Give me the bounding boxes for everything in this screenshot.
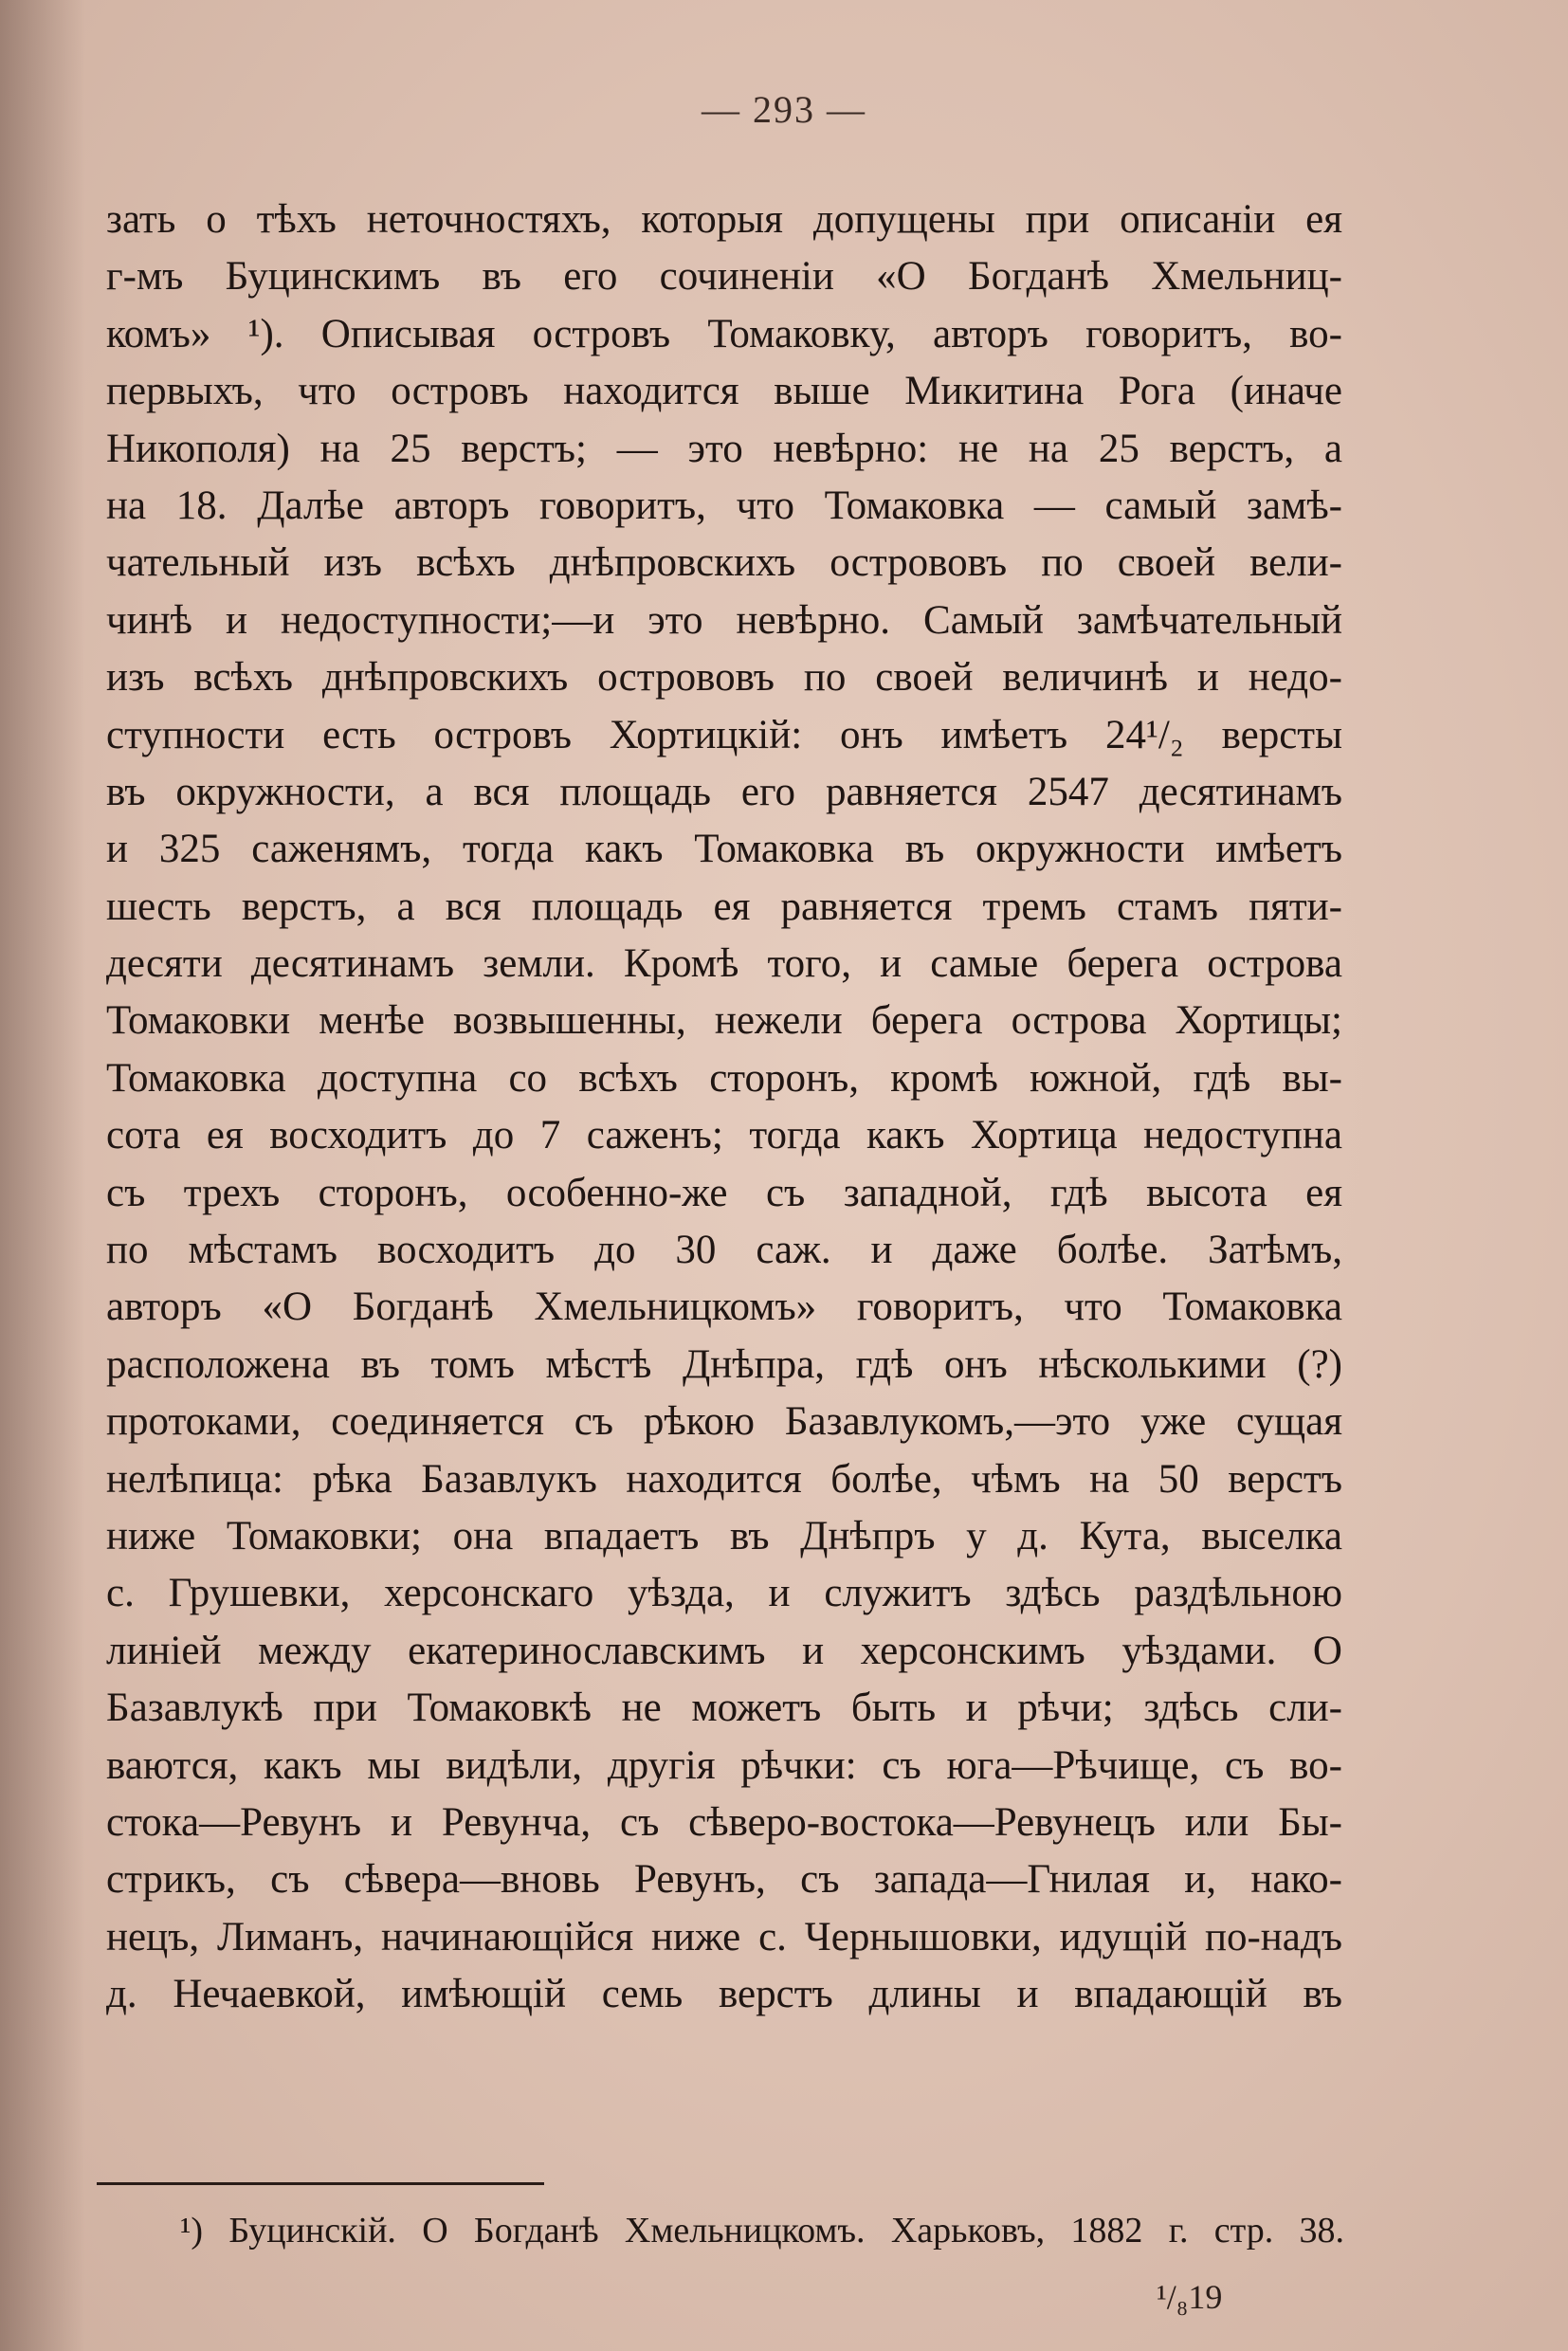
text-line: изъ всѣхъ днѣпровскихъ острововъ по своей величинѣ и недо- (106, 655, 1342, 701)
text-line: десяти десятинамъ земли. Кромѣ того, и самые берега острова (106, 941, 1342, 987)
text-line: Томаковка доступна со всѣхъ сторонъ, кромѣ южной, гдѣ вы- (106, 1055, 1342, 1101)
text-line: ваются, какъ мы видѣли, другія рѣчки: съ юга—Рѣчище, съ во- (106, 1742, 1342, 1788)
text-line: протоками, соединяется съ рѣкою Базавлукомъ,—это уже сущая (106, 1399, 1342, 1445)
text-line: ступности есть островъ Хортицкій: онъ имѣетъ 24¹/₂ версты (106, 712, 1342, 757)
text-line: съ трехъ сторонъ, особенно-же съ западной, гдѣ высота ея (106, 1170, 1342, 1215)
text-line: и 325 саженямъ, тогда какъ Томаковка въ окружности имѣетъ (106, 827, 1342, 872)
text-line: стрикъ, съ сѣвера—вновь Ревунъ, съ запада—Гнилая и, нако- (106, 1857, 1342, 1903)
page-number: — 293 — (702, 88, 866, 131)
text-line: стока—Ревунъ и Ревунча, съ сѣверо-востока—Ревунецъ или Бы- (106, 1799, 1342, 1845)
text-line: по мѣстамъ восходитъ до 30 саж. и даже болѣе. Затѣмъ, (106, 1228, 1342, 1273)
text-line: нецъ, Лиманъ, начинающійся ниже с. Чернышовки, идущій по-надъ (106, 1914, 1342, 1959)
text-line: первыхъ, что островъ находится выше Микитина Рога (иначе (106, 369, 1342, 414)
text-line: Томаковки менѣе возвышенны, нежели берега острова Хортицы; (106, 998, 1342, 1044)
text-line: въ окружности, а вся площадь его равняется 2547 десятинамъ (106, 769, 1342, 814)
footnote: ¹) Буцинскій. О Богданѣ Хмельницкомъ. Харьковъ, 1882 г. стр. 38. (180, 2211, 1344, 2251)
text-line: ниже Томаковки; она впадаетъ въ Днѣпръ у д. Кута, выселка (106, 1513, 1342, 1558)
text-line: г-мъ Буцинскимъ въ его сочиненіи «О Богданѣ Хмельниц- (106, 254, 1342, 300)
footnote-divider (97, 2182, 544, 2185)
text-line: нелѣпица: рѣка Базавлукъ находится болѣе, чѣмъ на 50 верстъ (106, 1456, 1342, 1502)
text-line: Базавлукѣ при Томаковкѣ не можетъ быть и рѣчи; здѣсь сли- (106, 1686, 1342, 1731)
body-text (106, 191, 1342, 2024)
text-line: с. Грушевки, херсонскаго уѣзда, и служитъ здѣсь раздѣльною (106, 1571, 1342, 1616)
printer-signature-mark: ¹/₈19 (1157, 2278, 1223, 2316)
text-line: линіей между екатеринославскимъ и херсонскимъ уѣздами. О (106, 1628, 1342, 1673)
text-line: авторъ «О Богданѣ Хмельницкомъ» говоритъ, что Томаковка (106, 1285, 1342, 1330)
text-line: комъ» ¹). Описывая островъ Томаковку, авторъ говоритъ, во- (106, 311, 1342, 356)
text-line: Никополя) на 25 верстъ; — это невѣрно: не на 25 верстъ, а (106, 426, 1342, 471)
text-line: шесть верстъ, а вся площадь ея равняется тремъ стамъ пяти- (106, 884, 1342, 929)
text-line: на 18. Далѣе авторъ говоритъ, что Томаковка — самый замѣ- (106, 483, 1342, 528)
text-line: расположена въ томъ мѣстѣ Днѣпра, гдѣ онъ нѣсколькими (?) (106, 1341, 1342, 1387)
text-line: сота ея восходитъ до 7 саженъ; тогда какъ Хортица недоступна (106, 1113, 1342, 1158)
text-line: зать о тѣхъ неточностяхъ, которыя допущены при описаніи ея (106, 197, 1342, 242)
text-line: чинѣ и недоступности;—и это невѣрно. Самый замѣчательный (106, 597, 1342, 643)
text-line: чательный изъ всѣхъ днѣпровскихъ острововъ по своей вели- (106, 540, 1342, 586)
text-line: д. Нечаевкой, имѣющій семь верстъ длины и впадающій въ (106, 1972, 1342, 2017)
